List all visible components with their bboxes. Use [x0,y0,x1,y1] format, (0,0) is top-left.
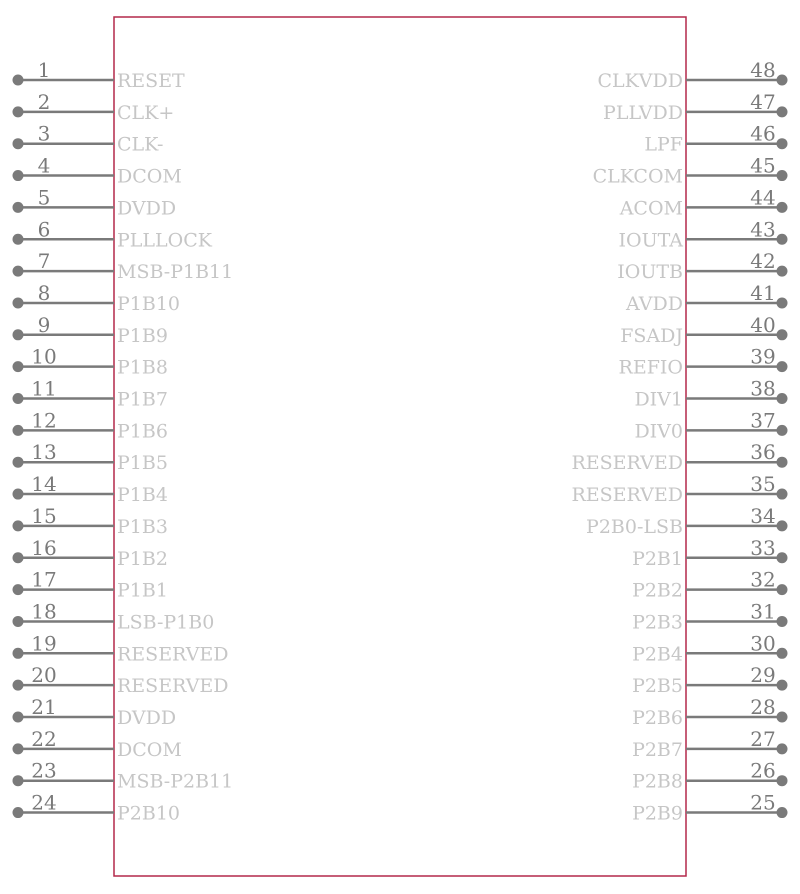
pin-label: MSB-P2B11 [117,770,234,793]
pin-number: 20 [31,663,57,688]
pin-27 [632,727,787,761]
pin-number: 28 [750,695,776,719]
pin-34 [586,504,787,538]
pin-label: REFIO [618,356,683,379]
pin-number: 7 [37,249,51,274]
pin-number: 42 [750,249,776,274]
pin-label: DVDD [117,197,177,220]
pin-24 [13,791,181,825]
pin-terminal-dot [777,712,788,723]
pin-terminal-dot [777,680,788,691]
pin-32 [632,568,787,602]
pin-label: RESERVED [571,484,683,507]
pin-label: P2B4 [632,643,683,666]
pin-number: 41 [750,280,776,305]
pin-47 [603,90,787,124]
pin-number: 14 [31,472,57,497]
pin-40 [620,313,787,347]
pin-label: LSB-P1B0 [117,611,215,634]
pin-number: 36 [750,440,776,465]
pin-number: 34 [750,503,776,528]
pin-17 [13,568,168,602]
pin-label: AVDD [626,292,683,315]
pin-number: 23 [31,758,57,783]
pin-number: 40 [750,312,776,337]
pin-number: 18 [31,599,57,624]
pin-terminal-dot [777,520,788,531]
pin-number: 10 [31,344,57,369]
pin-label: P2B0-LSB [586,515,683,538]
pin-terminal-dot [13,170,24,181]
pin-label: RESERVED [117,643,229,666]
pin-label: LPF [644,133,683,156]
pin-number: 16 [31,535,57,560]
pin-2 [13,90,175,124]
pin-number: 9 [37,312,51,337]
pin-terminal-dot [13,361,24,372]
pin-terminal-dot [777,489,788,500]
pin-number: 44 [750,185,776,210]
pin-terminal-dot [777,138,788,149]
pin-number: 24 [31,790,57,815]
pin-label: FSADJ [620,324,683,347]
pin-label: IOUTB [617,261,683,284]
pin-label: MSB-P1B11 [117,261,234,284]
pin-label: DCOM [117,165,182,188]
pin-number: 29 [750,663,776,688]
pin-label: P2B6 [632,707,683,729]
pin-label: CLKCOM [592,165,683,188]
pin-terminal-dot [777,297,788,308]
pin-44 [619,185,788,219]
pin-22 [13,727,182,761]
pin-3 [13,122,164,156]
pin-terminal-dot [777,266,788,277]
pin-36 [571,440,787,474]
pin-23 [13,759,234,793]
pin-42 [617,249,787,283]
pin-terminal-dot [777,743,788,754]
pin-number: 13 [31,440,57,465]
pin-28 [632,695,787,729]
pin-terminal-dot [13,807,24,818]
pin-number: 6 [37,217,51,242]
pin-9 [13,313,168,347]
pin-35 [571,472,787,506]
pin-number: 30 [750,631,776,656]
pin-number: 48 [750,58,776,82]
pin-label: IOUTA [618,229,683,252]
pin-label: DVDD [117,707,177,729]
pin-label: CLKVDD [597,70,683,92]
pin-terminal-dot [13,234,24,245]
pin-terminal-dot [777,425,788,436]
pin-46 [644,122,787,156]
pin-number: 15 [31,503,57,528]
pin-terminal-dot [13,393,24,404]
pin-label: P2B5 [632,675,683,698]
pin-number: 43 [750,217,776,242]
pin-31 [632,599,787,633]
pin-terminal-dot [777,584,788,595]
pin-number: 2 [37,89,51,114]
pin-terminal-dot [13,266,24,277]
pin-number: 26 [750,758,776,783]
pin-number: 17 [31,567,57,592]
pin-terminal-dot [13,648,24,659]
pin-terminal-dot [777,329,788,340]
pin-terminal-dot [777,648,788,659]
pin-number: 12 [31,408,57,433]
pin-label: DIV1 [634,388,683,411]
pin-terminal-dot [13,106,24,117]
pin-label: P2B3 [632,611,683,634]
pin-number: 22 [31,726,57,751]
pin-terminal-dot [13,680,24,691]
pin-number: 8 [37,280,51,305]
pin-terminal-dot [13,520,24,531]
pin-5 [13,185,177,219]
pin-19 [13,631,229,665]
pin-45 [593,154,788,188]
pin-label: P1B1 [117,579,168,602]
pin-label: P1B2 [117,547,168,570]
left-pin-group [13,58,234,825]
pin-terminal-dot [777,361,788,372]
pin-label: P1B8 [117,356,168,379]
pin-number: 11 [31,376,57,401]
pin-terminal-dot [777,202,788,213]
pin-terminal-dot [13,489,24,500]
pin-label: P1B5 [117,452,168,475]
pin-21 [13,695,177,729]
pin-label: P1B4 [117,484,168,507]
pin-number: 3 [37,121,51,146]
pin-8 [13,281,181,315]
pin-label: CLK- [117,133,164,156]
pin-label: DCOM [117,738,182,761]
pin-terminal-dot [13,202,24,213]
pin-number: 39 [750,344,776,369]
pin-number: 4 [37,153,51,178]
pin-terminal-dot [13,457,24,468]
pin-terminal-dot [13,297,24,308]
pin-label: P2B2 [632,579,683,602]
pin-label: P2B9 [632,802,683,825]
pin-number: 45 [750,153,776,178]
pin-terminal-dot [777,170,788,181]
pin-11 [13,377,168,411]
pin-terminal-dot [13,775,24,786]
pin-13 [13,440,168,474]
pin-29 [632,663,787,697]
pin-38 [634,377,787,411]
pin-label: P2B7 [632,738,683,761]
pin-terminal-dot [777,775,788,786]
right-pin-group [571,58,787,825]
pin-label: P1B3 [117,515,168,538]
pin-26 [632,759,787,793]
pin-terminal-dot [13,712,24,723]
pin-terminal-dot [777,393,788,404]
pin-number: 31 [750,599,776,624]
pin-12 [13,408,168,442]
pin-number: 33 [750,535,776,560]
pin-7 [13,249,234,283]
pin-number: 46 [750,121,776,146]
pin-14 [13,472,168,506]
pin-10 [13,345,168,379]
pin-label: RESERVED [571,452,683,475]
pin-terminal-dot [777,807,788,818]
pin-terminal-dot [13,425,24,436]
pin-terminal-dot [777,616,788,627]
pin-terminal-dot [13,743,24,754]
pin-label: P2B8 [632,770,683,793]
pin-label: PLLLOCK [117,229,212,252]
pin-number: 47 [750,89,776,114]
pin-terminal-dot [777,106,788,117]
pin-48 [597,58,787,92]
pin-label: P1B6 [117,420,168,443]
pin-terminal-dot [13,75,24,86]
pin-number: 21 [31,695,57,719]
pin-label: P2B10 [117,802,181,825]
pin-number: 35 [750,472,776,497]
pin-15 [13,504,168,538]
pin-label: P2B1 [632,547,683,570]
pin-43 [619,217,788,251]
pin-number: 32 [750,567,776,592]
pin-number: 37 [750,408,776,433]
pin-number: 25 [750,790,776,815]
pin-terminal-dot [13,329,24,340]
pin-16 [13,536,168,570]
pin-label: DIV0 [634,420,683,443]
pin-label: P1B7 [117,388,168,411]
pin-terminal-dot [777,234,788,245]
pin-1 [13,58,186,92]
pin-number: 19 [31,631,57,656]
pin-label: RESET [117,70,185,92]
pin-20 [13,663,229,697]
pin-label: P1B10 [117,292,181,315]
pin-terminal-dot [777,75,788,86]
ic-body-outline [114,17,686,876]
pin-37 [634,408,787,442]
pin-terminal-dot [13,616,24,627]
pin-label: ACOM [619,197,683,220]
pin-label: P1B9 [117,324,168,347]
pin-number: 1 [37,58,51,82]
pin-25 [632,791,787,825]
pin-terminal-dot [777,457,788,468]
pin-number: 5 [37,185,51,210]
pin-4 [13,154,182,188]
pin-33 [632,536,787,570]
pin-terminal-dot [13,138,24,149]
pin-label: PLLVDD [603,101,683,124]
pin-label: RESERVED [117,675,229,698]
pin-number: 27 [750,726,776,751]
pin-terminal-dot [13,584,24,595]
pin-number: 38 [750,376,776,401]
pin-terminal-dot [13,552,24,563]
pin-30 [632,631,787,665]
pin-41 [625,281,787,315]
pin-label: CLK+ [117,101,175,124]
pin-terminal-dot [777,552,788,563]
pin-39 [619,345,788,379]
pin-6 [13,217,213,251]
